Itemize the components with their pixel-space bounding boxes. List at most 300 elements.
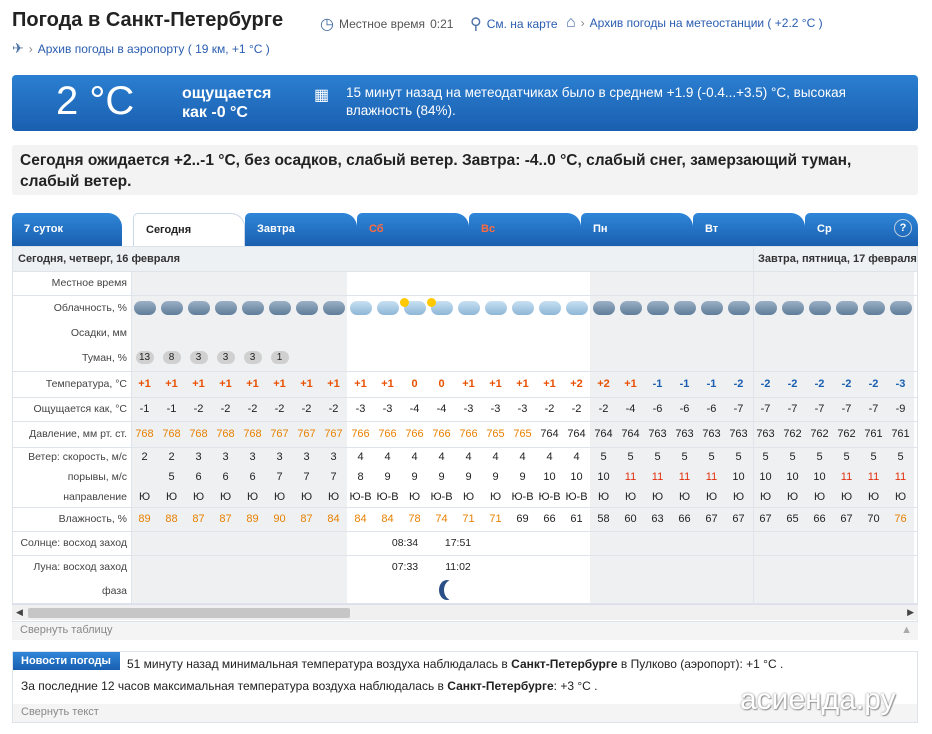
time-cell bbox=[347, 271, 374, 295]
cloud-icon bbox=[836, 301, 858, 315]
time-cell bbox=[131, 271, 158, 295]
pressure-cell: 768 bbox=[189, 428, 208, 440]
news-item-1 bbox=[127, 657, 783, 671]
cloud-cell bbox=[860, 295, 887, 321]
time-cell bbox=[563, 271, 590, 295]
fog-cell bbox=[266, 345, 293, 371]
feels-cell: -6 bbox=[679, 403, 690, 415]
scroll-right-icon[interactable]: ▶ bbox=[907, 607, 914, 617]
row-label-phase: фаза bbox=[101, 585, 127, 597]
cloud-icon bbox=[377, 301, 399, 315]
cloud-icon bbox=[620, 301, 642, 315]
gusts-cell: 9 bbox=[465, 471, 472, 483]
time-sunset: 17:51 bbox=[444, 537, 472, 549]
pressure-cell: 766 bbox=[405, 428, 424, 440]
fog-cell bbox=[185, 345, 212, 371]
news-city: Санкт-Петербурге bbox=[511, 657, 618, 671]
moon-phase-icon bbox=[444, 580, 460, 600]
feels-cell: -3 bbox=[382, 403, 393, 415]
cloud-icon bbox=[728, 301, 750, 315]
pressure-cell: 764 bbox=[621, 428, 640, 440]
temp-cell: -1 bbox=[706, 378, 717, 390]
wind-cell: 2 bbox=[141, 451, 148, 463]
temp-cell: +1 bbox=[300, 378, 313, 390]
station-icon: ⌂ bbox=[566, 14, 576, 31]
scrollbar-thumb[interactable] bbox=[28, 608, 350, 618]
time-cell bbox=[779, 271, 806, 295]
pressure-cell: 762 bbox=[810, 428, 829, 440]
pressure-cell: 764 bbox=[540, 428, 559, 440]
feels-cell: -2 bbox=[220, 403, 231, 415]
cloud-cell bbox=[590, 295, 617, 321]
temp-cell: +1 bbox=[246, 378, 259, 390]
humidity-cell: 66 bbox=[543, 513, 556, 525]
time-cell bbox=[698, 271, 725, 295]
cloud-cell bbox=[185, 295, 212, 321]
humidity-cell: 90 bbox=[273, 513, 286, 525]
wind-cell: 4 bbox=[384, 451, 391, 463]
temp-cell: +2 bbox=[570, 378, 583, 390]
pressure-cell: 763 bbox=[648, 428, 667, 440]
temp-cell: +1 bbox=[489, 378, 502, 390]
feels-cell: -9 bbox=[895, 403, 906, 415]
feels-cell: -1 bbox=[139, 403, 150, 415]
dir-cell: Ю bbox=[732, 491, 745, 503]
pressure-cell: 766 bbox=[432, 428, 451, 440]
wind-cell: 2 bbox=[168, 451, 175, 463]
pressure-cell: 762 bbox=[783, 428, 802, 440]
temp-cell: +2 bbox=[597, 378, 610, 390]
humidity-cell: 58 bbox=[597, 513, 610, 525]
dir-cell: Ю bbox=[246, 491, 259, 503]
cloud-cell bbox=[509, 295, 536, 321]
time-cell bbox=[482, 271, 509, 295]
cloud-cell bbox=[482, 295, 509, 321]
cloud-icon bbox=[809, 301, 831, 315]
day-label-tomorrow: Завтра, пятница, 17 февраля bbox=[753, 247, 918, 271]
dir-cell: Ю-В bbox=[565, 491, 588, 503]
tab-sunday[interactable]: Вс bbox=[469, 213, 581, 246]
cloud-icon bbox=[755, 301, 777, 315]
temp-cell: +1 bbox=[219, 378, 232, 390]
time-cell bbox=[401, 271, 428, 295]
temp-cell: -2 bbox=[760, 378, 771, 390]
wind-cell: 3 bbox=[195, 451, 202, 463]
cloud-cell bbox=[617, 295, 644, 321]
help-icon[interactable]: ? bbox=[894, 219, 912, 237]
fog-cell bbox=[158, 345, 185, 371]
feels-cell: -2 bbox=[301, 403, 312, 415]
gusts-cell: 9 bbox=[411, 471, 418, 483]
temp-cell: +1 bbox=[354, 378, 367, 390]
news-city: Санкт-Петербурге bbox=[447, 679, 554, 693]
wind-cell: 4 bbox=[546, 451, 553, 463]
feels-cell: -2 bbox=[571, 403, 582, 415]
station-archive-label[interactable]: Архив погоды на метеостанции ( +2.2 °C ) bbox=[589, 16, 823, 30]
airport-archive-label[interactable]: Архив погоды в аэропорту ( 19 км, +1 °C ) bbox=[37, 41, 270, 56]
humidity-cell: 74 bbox=[435, 513, 448, 525]
cloud-icon bbox=[242, 301, 264, 315]
cloud-cell bbox=[347, 295, 374, 321]
chevron-right-icon: › bbox=[28, 41, 33, 56]
chevron-up-icon: ▲ bbox=[901, 624, 912, 636]
dir-cell: Ю bbox=[165, 491, 178, 503]
collapse-table-button[interactable] bbox=[12, 622, 918, 640]
cloud-icon bbox=[350, 301, 372, 315]
sun-icon bbox=[427, 298, 436, 307]
chevron-right-icon: › bbox=[580, 16, 585, 30]
wind-cell: 5 bbox=[816, 451, 823, 463]
dir-cell: Ю bbox=[867, 491, 880, 503]
current-temperature: 2 °C bbox=[56, 79, 135, 123]
fog-value: 3 bbox=[244, 351, 262, 364]
cloud-icon bbox=[701, 301, 723, 315]
feels-cell: -3 bbox=[490, 403, 501, 415]
cloud-cell bbox=[455, 295, 482, 321]
gusts-cell: 9 bbox=[519, 471, 526, 483]
feels-cell: -2 bbox=[247, 403, 258, 415]
pressure-cell: 761 bbox=[891, 428, 910, 440]
news-item-2 bbox=[21, 679, 598, 693]
feels-cell: -4 bbox=[436, 403, 447, 415]
feels-cell: -3 bbox=[355, 403, 366, 415]
wind-cell: 3 bbox=[303, 451, 310, 463]
pressure-cell: 763 bbox=[675, 428, 694, 440]
cloud-cell bbox=[428, 295, 455, 321]
wind-cell: 5 bbox=[681, 451, 688, 463]
cloud-cell bbox=[833, 295, 860, 321]
pressure-cell: 766 bbox=[378, 428, 397, 440]
humidity-cell: 63 bbox=[651, 513, 664, 525]
humidity-cell: 89 bbox=[138, 513, 151, 525]
dir-cell: Ю bbox=[489, 491, 502, 503]
pressure-cell: 768 bbox=[243, 428, 262, 440]
wind-cell: 5 bbox=[843, 451, 850, 463]
dir-cell: Ю bbox=[597, 491, 610, 503]
cloud-icon bbox=[890, 301, 912, 315]
cloud-icon bbox=[161, 301, 183, 315]
temp-cell: +1 bbox=[273, 378, 286, 390]
pressure-cell: 766 bbox=[351, 428, 370, 440]
dir-cell: Ю bbox=[894, 491, 907, 503]
dir-cell: Ю bbox=[219, 491, 232, 503]
feels-cell: -2 bbox=[544, 403, 555, 415]
dir-cell: Ю bbox=[327, 491, 340, 503]
news-text: За последние 12 часов максимальная температура воздуха наблюдалась в bbox=[21, 679, 448, 693]
temp-cell: -1 bbox=[679, 378, 690, 390]
time-cell bbox=[617, 271, 644, 295]
news-text: 51 минуту назад минимальная температура воздуха наблюдалась в bbox=[127, 657, 512, 671]
feels-cell: -2 bbox=[274, 403, 285, 415]
wind-cell: 4 bbox=[465, 451, 472, 463]
temp-cell: -1 bbox=[652, 378, 663, 390]
tab-today[interactable]: Сегодня bbox=[133, 213, 245, 246]
cloud-icon bbox=[296, 301, 318, 315]
gusts-cell: 5 bbox=[168, 471, 175, 483]
feels-cell: -3 bbox=[463, 403, 474, 415]
row-label-feels: Ощущается как, °C bbox=[33, 403, 127, 415]
gusts-cell: 7 bbox=[303, 471, 310, 483]
row-label-time: Местное время bbox=[51, 277, 127, 289]
cloud-icon bbox=[215, 301, 237, 315]
temp-cell: +1 bbox=[516, 378, 529, 390]
dir-cell: Ю bbox=[192, 491, 205, 503]
humidity-cell: 69 bbox=[516, 513, 529, 525]
gusts-cell: 11 bbox=[678, 471, 691, 483]
table-scrollbar[interactable] bbox=[12, 604, 918, 620]
humidity-cell: 84 bbox=[381, 513, 394, 525]
partly-cloudy-icon bbox=[431, 301, 453, 315]
row-label-sun: Солнце: восход заход bbox=[20, 537, 127, 549]
humidity-cell: 87 bbox=[192, 513, 205, 525]
dir-cell: Ю bbox=[759, 491, 772, 503]
tab-wednesday-label: Ср bbox=[817, 223, 832, 235]
pressure-cell: 764 bbox=[567, 428, 586, 440]
gusts-cell: 7 bbox=[330, 471, 337, 483]
feels-cell: -6 bbox=[706, 403, 717, 415]
wind-cell: 5 bbox=[762, 451, 769, 463]
temp-cell: +1 bbox=[543, 378, 556, 390]
humidity-cell: 84 bbox=[354, 513, 367, 525]
dir-cell: Ю bbox=[651, 491, 664, 503]
gusts-cell: 10 bbox=[759, 471, 772, 483]
cloud-icon bbox=[647, 301, 669, 315]
cloud-cell bbox=[806, 295, 833, 321]
time-cell bbox=[158, 271, 185, 295]
pressure-cell: 763 bbox=[702, 428, 721, 440]
humidity-cell: 71 bbox=[462, 513, 475, 525]
pressure-cell: 765 bbox=[513, 428, 532, 440]
cloud-icon bbox=[269, 301, 291, 315]
cloud-icon bbox=[566, 301, 588, 315]
time-cell bbox=[266, 271, 293, 295]
humidity-cell: 84 bbox=[327, 513, 340, 525]
cloud-cell bbox=[536, 295, 563, 321]
tab-monday[interactable]: Пн bbox=[581, 213, 693, 246]
feels-like: ощущается как -0 °C bbox=[182, 85, 272, 121]
cloud-cell bbox=[563, 295, 590, 321]
tab-tuesday[interactable]: Вт bbox=[693, 213, 805, 246]
tab-7-days[interactable]: 7 суток bbox=[12, 213, 122, 246]
time-moonrise: 07:33 bbox=[391, 561, 419, 573]
sun-icon bbox=[400, 298, 409, 307]
hourly-forecast-table bbox=[12, 246, 918, 622]
pressure-cell: 767 bbox=[324, 428, 343, 440]
dir-cell: Ю bbox=[813, 491, 826, 503]
time-cell bbox=[644, 271, 671, 295]
dir-cell: Ю bbox=[462, 491, 475, 503]
dir-cell: Ю bbox=[408, 491, 421, 503]
feels-cell: -6 bbox=[652, 403, 663, 415]
pressure-cell: 768 bbox=[216, 428, 235, 440]
wind-cell: 4 bbox=[411, 451, 418, 463]
row-label-temp: Температура, °C bbox=[45, 378, 127, 390]
fog-value: 8 bbox=[163, 351, 181, 364]
row-label-humidity: Влажность, % bbox=[58, 513, 127, 525]
pressure-cell: 765 bbox=[486, 428, 505, 440]
cloud-cell bbox=[239, 295, 266, 321]
clock-icon: ◷ bbox=[320, 16, 334, 33]
time-cell bbox=[509, 271, 536, 295]
temp-cell: +1 bbox=[624, 378, 637, 390]
temp-cell: 0 bbox=[438, 378, 445, 390]
cloud-icon bbox=[485, 301, 507, 315]
gusts-cell: 11 bbox=[705, 471, 718, 483]
airport-archive-link[interactable] bbox=[12, 40, 270, 57]
feels-cell: -3 bbox=[517, 403, 528, 415]
temp-cell: +1 bbox=[381, 378, 394, 390]
pressure-cell: 764 bbox=[594, 428, 613, 440]
pressure-cell: 767 bbox=[297, 428, 316, 440]
gusts-cell: 6 bbox=[195, 471, 202, 483]
time-sunrise: 08:34 bbox=[391, 537, 419, 549]
cloud-cell bbox=[671, 295, 698, 321]
humidity-cell: 89 bbox=[246, 513, 259, 525]
gusts-cell: 10 bbox=[543, 471, 556, 483]
humidity-cell: 66 bbox=[813, 513, 826, 525]
wind-cell: 5 bbox=[627, 451, 634, 463]
pressure-cell: 768 bbox=[135, 428, 154, 440]
time-cell bbox=[860, 271, 887, 295]
humidity-cell: 67 bbox=[732, 513, 745, 525]
dir-cell: Ю bbox=[624, 491, 637, 503]
feels-cell: -7 bbox=[733, 403, 744, 415]
collapse-table-label[interactable]: Свернуть таблицу bbox=[20, 624, 113, 636]
pressure-cell: 767 bbox=[270, 428, 289, 440]
gusts-cell bbox=[131, 467, 158, 487]
row-label-cloud: Облачность, % bbox=[53, 302, 127, 314]
time-cell bbox=[293, 271, 320, 295]
news-text: : +3 °C . bbox=[553, 679, 598, 693]
map-pin-icon: ⚲ bbox=[470, 16, 482, 33]
gusts-cell: 10 bbox=[786, 471, 799, 483]
map-link-label[interactable]: См. на карте bbox=[486, 17, 558, 31]
cloud-cell bbox=[320, 295, 347, 321]
time-cell bbox=[428, 271, 455, 295]
news-text: в Пулково (аэропорт): +1 °C . bbox=[617, 657, 784, 671]
sensor-info: 15 минут назад на метеодатчиках было в среднем +1.9 (-0.4...+3.5) °C, высокая влажность (84%). bbox=[346, 85, 846, 118]
time-cell bbox=[536, 271, 563, 295]
cloud-cell bbox=[779, 295, 806, 321]
gusts-cell: 9 bbox=[438, 471, 445, 483]
wind-cell: 4 bbox=[519, 451, 526, 463]
tab-wednesday[interactable] bbox=[805, 213, 918, 246]
cloud-cell bbox=[293, 295, 320, 321]
dir-cell: Ю-В bbox=[511, 491, 534, 503]
cloud-icon bbox=[134, 301, 156, 315]
plane-icon: ✈ bbox=[12, 40, 24, 56]
gusts-cell: 9 bbox=[384, 471, 391, 483]
cloud-cell bbox=[644, 295, 671, 321]
dir-cell: Ю bbox=[786, 491, 799, 503]
time-cell bbox=[833, 271, 860, 295]
cloud-cell bbox=[698, 295, 725, 321]
cloud-icon bbox=[323, 301, 345, 315]
humidity-cell: 67 bbox=[705, 513, 718, 525]
gusts-cell: 7 bbox=[276, 471, 283, 483]
pressure-cell: 766 bbox=[459, 428, 478, 440]
tab-tomorrow[interactable]: Завтра bbox=[245, 213, 357, 246]
gusts-cell: 11 bbox=[894, 471, 907, 483]
humidity-cell: 88 bbox=[165, 513, 178, 525]
cloud-icon bbox=[188, 301, 210, 315]
tab-saturday[interactable]: Сб bbox=[357, 213, 469, 246]
map-link[interactable] bbox=[470, 14, 558, 34]
row-label-gusts: порывы, м/с bbox=[67, 471, 127, 483]
time-cell bbox=[212, 271, 239, 295]
pressure-cell: 762 bbox=[837, 428, 856, 440]
temp-cell: +1 bbox=[138, 378, 151, 390]
time-cell bbox=[374, 271, 401, 295]
time-cell bbox=[725, 271, 752, 295]
time-cell bbox=[806, 271, 833, 295]
wind-cell: 4 bbox=[438, 451, 445, 463]
cloud-icon bbox=[674, 301, 696, 315]
feels-cell: -4 bbox=[625, 403, 636, 415]
cloud-icon bbox=[593, 301, 615, 315]
fog-value: 3 bbox=[190, 351, 208, 364]
cloud-cell bbox=[158, 295, 185, 321]
time-cell bbox=[752, 271, 779, 295]
feels-cell: -4 bbox=[409, 403, 420, 415]
cloud-icon bbox=[458, 301, 480, 315]
temp-cell: +1 bbox=[462, 378, 475, 390]
feels-cell: -7 bbox=[868, 403, 879, 415]
dir-cell: Ю bbox=[705, 491, 718, 503]
dir-cell: Ю bbox=[300, 491, 313, 503]
feels-cell: -2 bbox=[193, 403, 204, 415]
fog-cell bbox=[131, 345, 158, 371]
wind-cell: 3 bbox=[276, 451, 283, 463]
row-label-wind: Ветер: скорость, м/с bbox=[28, 451, 127, 463]
pressure-cell: 768 bbox=[162, 428, 181, 440]
fog-value: 1 bbox=[271, 351, 289, 364]
cloud-cell bbox=[212, 295, 239, 321]
row-label-precip: Осадки, мм bbox=[70, 327, 127, 339]
fog-cell bbox=[239, 345, 266, 371]
temp-cell: -2 bbox=[814, 378, 825, 390]
time-cell bbox=[455, 271, 482, 295]
watermark: асиенда.ру bbox=[740, 683, 896, 716]
station-archive-link[interactable] bbox=[566, 14, 823, 32]
feels-cell: -2 bbox=[598, 403, 609, 415]
time-cell bbox=[590, 271, 617, 295]
time-cell bbox=[671, 271, 698, 295]
gusts-cell: 11 bbox=[867, 471, 880, 483]
forecast-summary: Сегодня ожидается +2..-1 °C, без осадков, слабый ветер. Завтра: -4..0 °C, слабый снег, замерзающий туман, слабый ветер. bbox=[12, 145, 918, 195]
time-cell bbox=[185, 271, 212, 295]
temp-cell: +1 bbox=[327, 378, 340, 390]
fog-cell bbox=[212, 345, 239, 371]
cloud-cell bbox=[266, 295, 293, 321]
wind-cell: 5 bbox=[708, 451, 715, 463]
humidity-cell: 67 bbox=[759, 513, 772, 525]
time-cell bbox=[887, 271, 914, 295]
temp-cell: 0 bbox=[411, 378, 418, 390]
gusts-cell: 11 bbox=[651, 471, 664, 483]
wind-cell: 5 bbox=[897, 451, 904, 463]
scroll-left-icon[interactable]: ◀ bbox=[16, 607, 23, 617]
collapse-text-button[interactable]: Свернуть текст bbox=[13, 704, 917, 722]
fog-value: 3 bbox=[217, 351, 235, 364]
gusts-cell: 10 bbox=[570, 471, 583, 483]
partly-cloudy-icon bbox=[404, 301, 426, 315]
wind-cell: 5 bbox=[870, 451, 877, 463]
day-label-today: Сегодня, четверг, 16 февраля bbox=[13, 247, 753, 271]
humidity-cell: 66 bbox=[678, 513, 691, 525]
gusts-cell: 6 bbox=[222, 471, 229, 483]
gusts-cell: 11 bbox=[840, 471, 853, 483]
